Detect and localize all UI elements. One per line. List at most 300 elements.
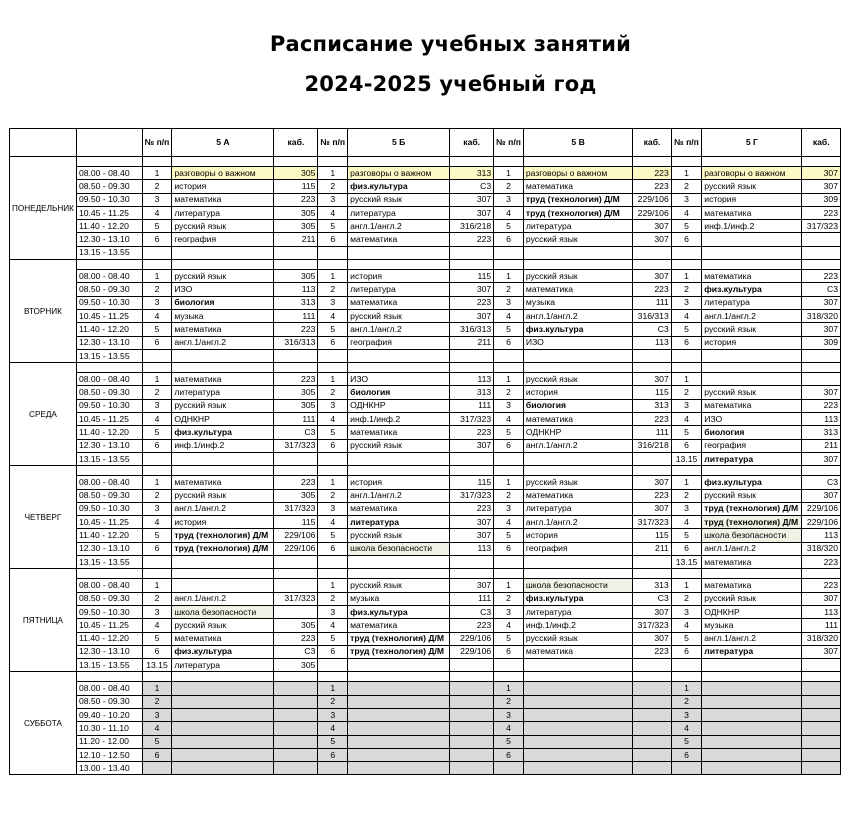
room-cell: 111 <box>274 309 318 322</box>
lesson-number: 2 <box>142 489 172 502</box>
room-cell: 313 <box>450 167 494 180</box>
lesson-number <box>494 762 524 775</box>
room-cell: 115 <box>450 270 494 283</box>
subject-cell: русский язык <box>172 399 274 412</box>
spacer-cell <box>450 157 494 167</box>
lesson-number: 2 <box>671 489 702 502</box>
subject-cell <box>523 762 632 775</box>
lesson-number: 1 <box>494 270 524 283</box>
spacer-cell <box>172 260 274 270</box>
subject-cell: англ.1/англ.2 <box>172 592 274 605</box>
subject-cell: литература <box>523 605 632 618</box>
spacer-cell <box>142 157 172 167</box>
room-cell: 223 <box>633 413 671 426</box>
room-cell: 307 <box>450 529 494 542</box>
room-cell: 115 <box>274 516 318 529</box>
lesson-number: 6 <box>494 645 524 658</box>
table-row <box>10 722 841 735</box>
spacer-cell <box>318 672 348 682</box>
subject-cell <box>702 708 802 721</box>
room-cell: 111 <box>633 296 671 309</box>
spacer-row <box>10 260 841 270</box>
lesson-number: 1 <box>671 167 702 180</box>
room-cell <box>633 349 671 362</box>
room-cell <box>802 682 841 695</box>
lesson-number: 2 <box>318 180 348 193</box>
lesson-number <box>494 452 524 465</box>
subject-cell: литература <box>702 645 802 658</box>
lesson-number: 2 <box>142 695 172 708</box>
spacer-cell <box>494 157 524 167</box>
subject-cell <box>523 246 632 259</box>
spacer-cell <box>76 363 142 373</box>
room-cell: 113 <box>450 542 494 555</box>
room-cell <box>802 762 841 775</box>
subject-cell: русский язык <box>523 233 632 246</box>
lesson-number: 2 <box>494 489 524 502</box>
time-slot: 08.00 - 08.40 <box>76 167 142 180</box>
room-cell <box>450 722 494 735</box>
subject-cell: математика <box>172 323 274 336</box>
spacer-cell <box>523 260 632 270</box>
lesson-number <box>671 659 702 672</box>
subject-cell: англ.1/англ.2 <box>523 309 632 322</box>
lesson-number <box>142 246 172 259</box>
room-cell: 307 <box>450 439 494 452</box>
subject-cell <box>172 556 274 569</box>
lesson-number <box>318 556 348 569</box>
subject-cell <box>702 762 802 775</box>
lesson-number: 6 <box>494 542 524 555</box>
spacer-row <box>10 569 841 579</box>
spacer-cell <box>172 569 274 579</box>
subject-cell: русский язык <box>523 373 632 386</box>
lesson-number: 5 <box>671 220 702 233</box>
room-cell: 211 <box>450 336 494 349</box>
time-slot: 11.40 - 12.20 <box>76 323 142 336</box>
spacer-cell <box>318 157 348 167</box>
subject-cell: англ.1/англ.2 <box>348 220 450 233</box>
subject-cell: физ.культура <box>523 323 632 336</box>
subject-cell <box>702 735 802 748</box>
room-cell <box>633 452 671 465</box>
room-cell: 223 <box>802 556 841 569</box>
lesson-number: 3 <box>671 296 702 309</box>
spacer-cell <box>523 157 632 167</box>
subject-cell: литература <box>348 516 450 529</box>
time-slot: 13.15 - 13.55 <box>76 556 142 569</box>
lesson-number: 5 <box>318 529 348 542</box>
lesson-number <box>671 349 702 362</box>
room-cell <box>450 349 494 362</box>
subject-cell: ОДНКНР <box>348 399 450 412</box>
lesson-number: 3 <box>494 605 524 618</box>
lesson-number: 6 <box>671 542 702 555</box>
room-cell: 305 <box>274 220 318 233</box>
room-header: каб. <box>274 129 318 157</box>
lesson-number <box>318 659 348 672</box>
room-cell: 307 <box>802 489 841 502</box>
lesson-number: 2 <box>494 695 524 708</box>
time-header <box>76 129 142 157</box>
spacer-cell <box>274 672 318 682</box>
room-cell <box>274 708 318 721</box>
day-name: СУББОТА <box>10 672 77 775</box>
subject-cell: англ.1/англ.2 <box>172 336 274 349</box>
lesson-number: 6 <box>142 336 172 349</box>
table-row <box>10 619 841 632</box>
room-cell: 113 <box>802 529 841 542</box>
room-cell: 113 <box>802 605 841 618</box>
lesson-number: 2 <box>142 592 172 605</box>
lesson-number: 3 <box>494 502 524 515</box>
spacer-cell <box>348 363 450 373</box>
subject-cell <box>348 695 450 708</box>
time-slot: 12.30 - 13.10 <box>76 233 142 246</box>
room-cell: 223 <box>450 619 494 632</box>
lesson-number: 2 <box>318 283 348 296</box>
spacer-cell <box>802 260 841 270</box>
num-header: № п/п <box>671 129 702 157</box>
room-cell: 305 <box>274 386 318 399</box>
lesson-number: 3 <box>318 708 348 721</box>
room-cell: 111 <box>802 619 841 632</box>
room-cell: 307 <box>450 516 494 529</box>
lesson-number <box>318 762 348 775</box>
time-slot: 10.45 - 11.25 <box>76 206 142 219</box>
room-cell <box>450 682 494 695</box>
spacer-cell <box>802 363 841 373</box>
lesson-number: 4 <box>494 619 524 632</box>
subject-cell: русский язык <box>172 220 274 233</box>
table-row <box>10 748 841 761</box>
subject-cell <box>172 452 274 465</box>
subject-cell: ИЗО <box>348 373 450 386</box>
subject-cell: математика <box>523 180 632 193</box>
room-cell: 307 <box>802 167 841 180</box>
class-header: 5 В <box>523 129 632 157</box>
subject-cell: математика <box>523 489 632 502</box>
subject-cell: математика <box>348 296 450 309</box>
subject-cell <box>523 682 632 695</box>
room-cell <box>450 762 494 775</box>
spacer-cell <box>671 260 702 270</box>
table-row <box>10 735 841 748</box>
lesson-number: 1 <box>671 373 702 386</box>
room-cell: 115 <box>633 386 671 399</box>
subject-cell <box>172 246 274 259</box>
subject-cell <box>523 748 632 761</box>
table-row <box>10 386 841 399</box>
time-slot: 11.20 - 12.00 <box>76 735 142 748</box>
lesson-number: 6 <box>318 439 348 452</box>
subject-cell: школа безопасности <box>702 529 802 542</box>
lesson-number: 4 <box>318 206 348 219</box>
num-header: № п/п <box>142 129 172 157</box>
room-cell <box>633 748 671 761</box>
time-slot: 08.50 - 09.30 <box>76 180 142 193</box>
spacer-cell <box>348 672 450 682</box>
table-row <box>10 452 841 465</box>
room-cell: 316/313 <box>274 336 318 349</box>
subject-cell <box>523 722 632 735</box>
lesson-number: 1 <box>494 373 524 386</box>
time-slot: 09.50 - 10.30 <box>76 193 142 206</box>
header-row <box>10 129 841 157</box>
lesson-number: 4 <box>318 516 348 529</box>
table-row <box>10 206 841 219</box>
subject-cell: разговоры о важном <box>348 167 450 180</box>
subject-cell <box>523 556 632 569</box>
lesson-number: 5 <box>142 220 172 233</box>
subject-cell: школа безопасности <box>348 542 450 555</box>
time-slot: 10.45 - 11.25 <box>76 309 142 322</box>
subject-cell: англ.1/англ.2 <box>523 516 632 529</box>
room-cell <box>274 605 318 618</box>
subject-cell: труд (технология) Д/М <box>523 193 632 206</box>
spacer-cell <box>274 260 318 270</box>
table-row <box>10 373 841 386</box>
room-cell: 307 <box>633 233 671 246</box>
lesson-number: 5 <box>671 323 702 336</box>
subject-cell: ИЗО <box>702 413 802 426</box>
subject-cell: история <box>523 386 632 399</box>
lesson-number: 5 <box>142 632 172 645</box>
room-cell: 316/313 <box>633 309 671 322</box>
spacer-cell <box>348 157 450 167</box>
lesson-number: 1 <box>494 579 524 592</box>
room-cell <box>802 708 841 721</box>
room-cell: 307 <box>633 605 671 618</box>
room-cell: 317/323 <box>450 413 494 426</box>
lesson-number: 4 <box>494 516 524 529</box>
lesson-number: 3 <box>494 296 524 309</box>
spacer-cell <box>702 466 802 476</box>
spacer-cell <box>802 466 841 476</box>
spacer-cell <box>702 157 802 167</box>
subject-cell: география <box>702 439 802 452</box>
subject-cell: история <box>172 180 274 193</box>
spacer-cell <box>274 569 318 579</box>
subject-cell: география <box>172 233 274 246</box>
lesson-number: 2 <box>671 386 702 399</box>
room-cell: 223 <box>802 579 841 592</box>
spacer-cell <box>274 363 318 373</box>
room-cell <box>633 762 671 775</box>
class-header: 5 А <box>172 129 274 157</box>
spacer-cell <box>494 569 524 579</box>
subject-cell: география <box>348 336 450 349</box>
subject-cell: математика <box>702 270 802 283</box>
spacer-cell <box>671 157 702 167</box>
spacer-cell <box>633 363 671 373</box>
subject-cell: математика <box>523 645 632 658</box>
spacer-cell <box>172 672 274 682</box>
spacer-cell <box>633 569 671 579</box>
lesson-number: 5 <box>494 529 524 542</box>
spacer-cell <box>274 157 318 167</box>
subject-cell: русский язык <box>172 619 274 632</box>
subject-cell: математика <box>172 632 274 645</box>
subject-cell <box>702 748 802 761</box>
room-cell: 307 <box>802 296 841 309</box>
subject-cell: математика <box>702 206 802 219</box>
lesson-number: 2 <box>494 180 524 193</box>
spacer-cell <box>274 466 318 476</box>
table-row <box>10 632 841 645</box>
spacer-row <box>10 157 841 167</box>
subject-cell: биология <box>523 399 632 412</box>
lesson-number: 5 <box>494 632 524 645</box>
room-cell: 229/106 <box>450 632 494 645</box>
lesson-number: 3 <box>142 605 172 618</box>
table-row <box>10 439 841 452</box>
table-row <box>10 529 841 542</box>
lesson-number <box>671 762 702 775</box>
room-cell: 317/323 <box>802 220 841 233</box>
lesson-number: 5 <box>494 220 524 233</box>
room-cell: 113 <box>274 283 318 296</box>
room-cell: С3 <box>633 592 671 605</box>
spacer-cell <box>702 260 802 270</box>
lesson-number: 1 <box>142 270 172 283</box>
lesson-number <box>318 452 348 465</box>
table-row <box>10 502 841 515</box>
spacer-cell <box>142 363 172 373</box>
subject-cell: история <box>348 270 450 283</box>
subject-cell <box>172 762 274 775</box>
day-name: ЧЕТВЕРГ <box>10 466 77 569</box>
lesson-number: 4 <box>671 619 702 632</box>
lesson-number: 1 <box>142 682 172 695</box>
lesson-number: 4 <box>318 619 348 632</box>
lesson-number: 5 <box>671 529 702 542</box>
lesson-number: 13.15 <box>671 452 702 465</box>
spacer-cell <box>172 157 274 167</box>
spacer-cell <box>76 569 142 579</box>
lesson-number: 4 <box>318 722 348 735</box>
lesson-number: 6 <box>671 336 702 349</box>
subject-cell <box>348 722 450 735</box>
room-cell: 111 <box>450 399 494 412</box>
spacer-cell <box>348 260 450 270</box>
room-cell: С3 <box>274 645 318 658</box>
lesson-number: 6 <box>671 233 702 246</box>
room-cell: С3 <box>802 283 841 296</box>
lesson-number: 5 <box>318 426 348 439</box>
table-row <box>10 605 841 618</box>
subject-cell: труд (технология) Д/М <box>702 502 802 515</box>
subject-cell: физ.культура <box>702 476 802 489</box>
spacer-cell <box>172 363 274 373</box>
room-cell: 307 <box>802 592 841 605</box>
room-cell: 307 <box>802 323 841 336</box>
time-slot: 12.30 - 13.10 <box>76 645 142 658</box>
room-header: каб. <box>633 129 671 157</box>
room-cell: 318/320 <box>802 309 841 322</box>
lesson-number: 5 <box>494 426 524 439</box>
spacer-cell <box>702 569 802 579</box>
room-cell: 307 <box>633 476 671 489</box>
subject-cell: музыка <box>172 309 274 322</box>
spacer-cell <box>142 260 172 270</box>
lesson-number: 5 <box>494 323 524 336</box>
subject-cell: школа безопасности <box>172 605 274 618</box>
lesson-number: 2 <box>671 180 702 193</box>
room-cell: С3 <box>450 180 494 193</box>
subject-cell: англ.1/англ.2 <box>523 439 632 452</box>
lesson-number: 4 <box>142 309 172 322</box>
subject-cell: физ.культура <box>523 592 632 605</box>
schedule-table <box>9 128 841 775</box>
room-cell: 223 <box>633 489 671 502</box>
room-cell <box>274 246 318 259</box>
lesson-number: 1 <box>142 167 172 180</box>
lesson-number: 1 <box>318 373 348 386</box>
room-cell: 223 <box>274 323 318 336</box>
subject-cell <box>702 373 802 386</box>
lesson-number: 4 <box>142 619 172 632</box>
subject-cell <box>348 452 450 465</box>
lesson-number: 2 <box>318 695 348 708</box>
room-cell: 305 <box>274 167 318 180</box>
room-cell <box>633 556 671 569</box>
room-cell: 223 <box>633 180 671 193</box>
room-cell: 307 <box>802 452 841 465</box>
room-cell: 111 <box>450 592 494 605</box>
room-cell <box>274 762 318 775</box>
room-cell: 318/320 <box>802 542 841 555</box>
table-row <box>10 233 841 246</box>
lesson-number <box>494 246 524 259</box>
room-cell: 223 <box>633 645 671 658</box>
room-cell <box>802 659 841 672</box>
subject-cell: инф.1/инф.2 <box>348 413 450 426</box>
spacer-cell <box>702 672 802 682</box>
subject-cell <box>348 682 450 695</box>
lesson-number: 3 <box>494 708 524 721</box>
room-cell: 223 <box>274 632 318 645</box>
subject-cell: биология <box>348 386 450 399</box>
subject-cell: ИЗО <box>172 283 274 296</box>
subject-cell: биология <box>172 296 274 309</box>
room-cell: 305 <box>274 489 318 502</box>
room-cell: 317/323 <box>450 489 494 502</box>
time-slot: 08.00 - 08.40 <box>76 579 142 592</box>
subject-cell <box>172 579 274 592</box>
subject-cell: русский язык <box>702 386 802 399</box>
room-cell: 223 <box>802 399 841 412</box>
lesson-number: 6 <box>671 645 702 658</box>
room-cell: 316/313 <box>450 323 494 336</box>
room-cell: 223 <box>450 502 494 515</box>
lesson-number: 6 <box>494 336 524 349</box>
lesson-number: 4 <box>671 722 702 735</box>
time-slot: 13.15 - 13.55 <box>76 349 142 362</box>
subject-cell: русский язык <box>523 476 632 489</box>
subject-cell <box>348 708 450 721</box>
spacer-cell <box>802 157 841 167</box>
subject-cell <box>523 735 632 748</box>
room-cell: 309 <box>802 193 841 206</box>
time-slot: 13.15 - 13.55 <box>76 452 142 465</box>
lesson-number: 6 <box>318 645 348 658</box>
subject-cell <box>702 695 802 708</box>
subject-cell: ОДНКНР <box>523 426 632 439</box>
lesson-number: 6 <box>494 439 524 452</box>
room-cell <box>450 246 494 259</box>
room-cell: 305 <box>274 659 318 672</box>
